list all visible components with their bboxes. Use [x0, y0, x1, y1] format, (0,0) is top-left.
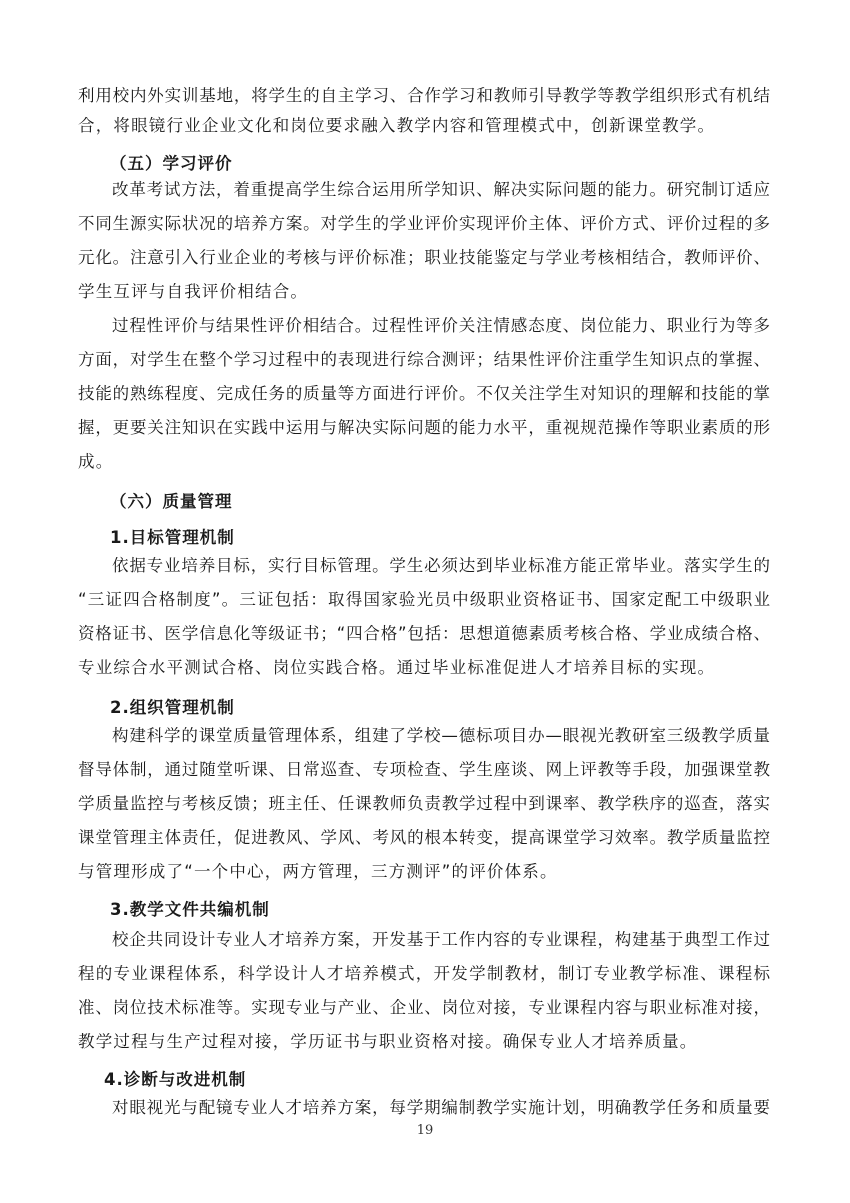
subsection-heading-2: 2.组织管理机制 — [110, 698, 235, 717]
text-line: 学质量监控与考核反馈；班主任、任课教师负责教学过程中到课率、教学秩序的巡查，落实 — [78, 794, 770, 813]
text-line: 元化。注意引入行业企业的考核与评价标准；职业技能鉴定与学业考核相结合，教师评价、 — [78, 248, 770, 267]
text-line: 握，更要关注知识在实践中运用与解决实际问题的能力水平，重视规范操作等职业素质的形 — [78, 418, 770, 437]
text-line: 构建科学的课堂质量管理体系，组建了学校—德标项目办—眼视光教研室三级教学质量 — [112, 726, 770, 745]
section-heading-5: （五）学习评价 — [110, 154, 233, 173]
text-line: 技能的熟练程度、完成任务的质量等方面进行评价。不仅关注学生对知识的理解和技能的掌 — [78, 384, 770, 403]
section-heading-6: （六）质量管理 — [110, 492, 233, 511]
text-line: 成。 — [78, 452, 114, 471]
text-line: 专业综合水平测试合格、岗位实践合格。通过毕业标准促进人才培养目标的实现。 — [78, 658, 716, 677]
text-line: 程的专业课程体系，科学设计人才培养模式，开发学制教材，制订专业教学标准、课程标 — [78, 964, 770, 983]
text-line: 准、岗位技术标准等。实现专业与产业、企业、岗位对接，专业课程内容与职业标准对接， — [78, 998, 770, 1017]
text-line: 利用校内外实训基地，将学生的自主学习、合作学习和教师引导教学等教学组织形式有机结 — [78, 86, 770, 105]
text-line: 方面，对学生在整个学习过程中的表现进行综合测评；结果性评价注重学生知识点的掌握、 — [78, 350, 770, 369]
page-number: 19 — [416, 1123, 434, 1138]
text-line: 与管理形成了“一个中心，两方管理，三方测评”的评价体系。 — [78, 862, 558, 881]
text-line: 教学过程与生产过程对接，学历证书与职业资格对接。确保专业人才培养质量。 — [78, 1032, 698, 1051]
text-line: 改革考试方法，着重提高学生综合运用所学知识、解决实际问题的能力。研究制订适应 — [112, 180, 770, 199]
text-line: 不同生源实际状况的培养方案。对学生的学业评价实现评价主体、评价方式、评价过程的多 — [78, 214, 770, 233]
text-line: 依据专业培养目标，实行目标管理。学生必须达到毕业标准方能正常毕业。落实学生的 — [112, 556, 770, 575]
text-line: 对眼视光与配镜专业人才培养方案，每学期编制教学实施计划，明确教学任务和质量要 — [112, 1098, 770, 1117]
text-line: 学生互评与自我评价相结合。 — [78, 282, 309, 301]
subsection-heading-4: 4.诊断与改进机制 — [104, 1070, 247, 1089]
subsection-heading-3: 3.教学文件共编机制 — [110, 900, 270, 919]
text-line: 督导体制，通过随堂听课、日常巡查、专项检查、学生座谈、网上评教等手段，加强课堂教 — [78, 760, 770, 779]
text-line: “三证四合格制度”。三证包括：取得国家验光员中级职业资格证书、国家定配工中级职业 — [78, 590, 770, 609]
text-line: 校企共同设计专业人才培养方案，开发基于工作内容的专业课程，构建基于典型工作过 — [112, 930, 770, 949]
subsection-heading-1: 1.目标管理机制 — [110, 528, 235, 547]
text-line: 合，将眼镜行业企业文化和岗位要求融入教学内容和管理模式中，创新课堂教学。 — [78, 116, 716, 135]
text-line: 资格证书、医学信息化等级证书；“四合格”包括：思想道德素质考核合格、学业成绩合格、 — [78, 624, 770, 643]
text-line: 过程性评价与结果性评价相结合。过程性评价关注情感态度、岗位能力、职业行为等多 — [112, 316, 770, 335]
text-line: 课堂管理主体责任，促进教风、学风、考风的根本转变，提高课堂学习效率。教学质量监控 — [78, 828, 770, 847]
